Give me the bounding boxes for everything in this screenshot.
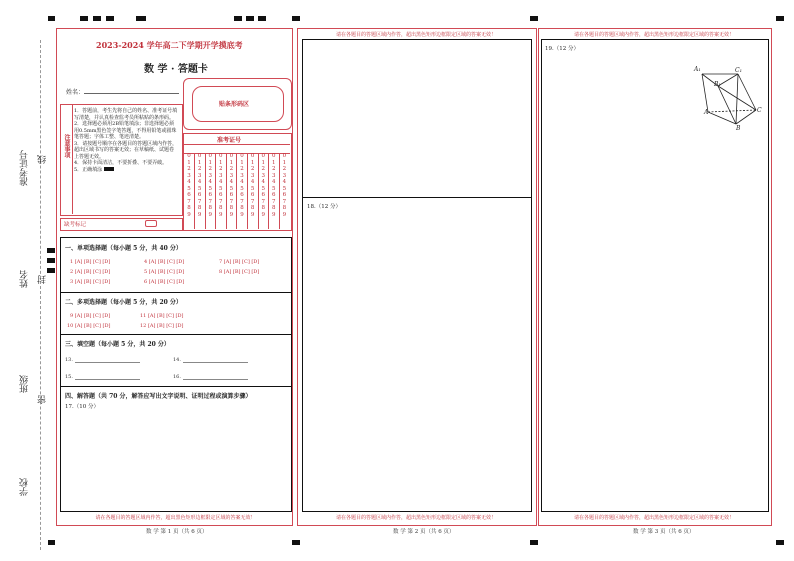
q6[interactable]: 6 [A] [B] [C] [D] <box>144 279 185 285</box>
q13-blank[interactable] <box>75 356 140 363</box>
exam-id-digit[interactable]: 7 <box>261 198 265 205</box>
exam-id-digit[interactable]: 4 <box>197 179 202 185</box>
divider <box>60 386 291 387</box>
exam-id-digit[interactable]: 6 <box>219 192 223 198</box>
alignment-mark <box>776 540 784 545</box>
q19-label: 19.（12 分） <box>545 46 579 52</box>
exam-id-digit[interactable]: 9 <box>229 211 234 218</box>
exam-id-digit[interactable]: 1 <box>250 159 255 166</box>
exam-id-digit[interactable]: 0 <box>282 153 287 159</box>
exam-id-digit[interactable]: 3 <box>272 172 276 179</box>
exam-id-digit[interactable]: 9 <box>197 211 202 218</box>
label-B: B <box>736 125 741 132</box>
label-C1: C₁ <box>735 67 742 74</box>
divider <box>60 334 291 335</box>
exam-id-digit[interactable]: 3 <box>250 172 255 179</box>
q17-label: 17.（10 分） <box>65 404 99 410</box>
exam-id-digit[interactable]: 5 <box>272 185 276 192</box>
exam-id-digit[interactable]: 8 <box>197 205 202 211</box>
label-A: A <box>704 109 709 116</box>
q3[interactable]: 3 [A] [B] [C] [D] <box>70 279 111 285</box>
attention-item-5-text: 5．正确填涂 <box>74 166 103 173</box>
notice-page2-top: 请在各题目的答题区域内作答，超出黑色矩形边框限定区域的答案无效！ <box>335 32 496 38</box>
alignment-mark <box>48 16 55 21</box>
exam-id-column[interactable] <box>184 153 195 229</box>
exam-id-digit[interactable]: 5 <box>261 185 265 192</box>
exam-id-column[interactable] <box>269 153 280 229</box>
q15-label: 15. <box>65 374 73 380</box>
notice-page3-bottom: 请在各题目的答题区域内作答，超出黑色矩形边框限定区域的答案无效！ <box>573 515 734 521</box>
alignment-mark <box>47 258 55 263</box>
exam-id-digit[interactable]: 1 <box>261 159 265 166</box>
exam-id-digit[interactable]: 9 <box>208 211 212 218</box>
side-secret-label: 密 <box>38 395 48 404</box>
exam-id-digit[interactable]: 0 <box>250 153 255 159</box>
exam-id-digit[interactable]: 6 <box>229 192 234 198</box>
missing-label: 缺考标记 <box>64 222 87 228</box>
footer-page3: 数 学 第 3 页（共 6 页） <box>633 529 695 535</box>
page-title: 2023-2024 学年高二下学期开学摸底考 <box>96 40 243 50</box>
exam-id-digit[interactable]: 3 <box>208 172 212 179</box>
divider <box>60 292 291 293</box>
side-name-label: 姓名 <box>20 270 30 288</box>
attention-item-1: 1．答题前，考生先将自己的姓名、准考证号填写清楚，并认真检查监考员所粘贴的条形码。 <box>74 108 178 121</box>
side-line-label: 线 <box>38 155 48 164</box>
exam-id-digit[interactable]: 6 <box>240 192 244 198</box>
subject-title <box>144 60 208 75</box>
section4-title: 四、解答题（共 70 分，解答应写出文字说明、证明过程或演算步骤） <box>65 393 252 400</box>
q2[interactable]: 2 [A] [B] [C] [D] <box>70 269 111 275</box>
exam-id-digit[interactable]: 5 <box>187 185 191 192</box>
exam-id-digit[interactable]: 3 <box>219 172 223 179</box>
exam-id-digit[interactable]: 4 <box>219 179 223 185</box>
exam-id-digit[interactable]: 5 <box>208 185 212 192</box>
exam-id-digit[interactable]: 3 <box>197 172 202 179</box>
exam-id-digit[interactable]: 6 <box>261 192 265 198</box>
alignment-mark <box>47 248 55 253</box>
exam-id-column[interactable] <box>205 153 216 229</box>
exam-id-digit[interactable]: 1 <box>187 159 191 166</box>
exam-id-digit[interactable]: 1 <box>208 159 212 166</box>
side-exam-id-label: 准考证号 <box>20 150 30 186</box>
q14[interactable] <box>173 356 248 363</box>
divider <box>302 197 531 198</box>
label-B1: B₁ <box>714 81 721 88</box>
exam-id-digit[interactable]: 2 <box>187 166 191 172</box>
exam-id-digit[interactable]: 0 <box>240 153 244 159</box>
exam-id-digit[interactable]: 4 <box>240 179 244 185</box>
exam-id-column[interactable] <box>216 153 227 229</box>
attention-text <box>74 108 178 173</box>
side-seal-label: 封 <box>38 275 48 284</box>
exam-id-digit[interactable]: 0 <box>208 153 212 159</box>
exam-id-digit[interactable]: 9 <box>261 211 265 218</box>
alignment-mark <box>258 16 266 21</box>
section2-title: 二、多项选择题（每小题 5 分，共 20 分） <box>65 299 182 306</box>
exam-id-digit[interactable]: 5 <box>197 185 202 192</box>
exam-id-digit[interactable]: 9 <box>187 211 191 218</box>
exam-id-digit[interactable]: 2 <box>250 166 255 172</box>
footer-page1: 数 学 第 1 页（共 6 页） <box>146 529 208 535</box>
alignment-mark <box>292 540 300 545</box>
exam-id-digit[interactable]: 2 <box>240 166 244 172</box>
attention-item-3: 3．请按题号顺序在各题目的答题区域内作答，超出区域书写的答案无效；在草稿纸、试题卷上答题无效。 <box>74 140 178 160</box>
exam-id-digit[interactable]: 9 <box>240 211 244 218</box>
exam-id-digit[interactable]: 3 <box>282 172 287 179</box>
exam-id-digit[interactable]: 2 <box>261 166 265 172</box>
exam-id-digit[interactable]: 8 <box>282 205 287 211</box>
exam-id-digit[interactable]: 5 <box>229 185 234 192</box>
q10[interactable]: 10 [A] [B] [C] [D] <box>67 323 111 329</box>
exam-id-digit[interactable]: 4 <box>187 179 191 185</box>
exam-id-digit[interactable]: 4 <box>282 179 287 185</box>
alignment-mark <box>246 16 254 21</box>
exam-id-digit[interactable]: 8 <box>250 205 255 211</box>
alignment-mark <box>234 16 242 21</box>
q5[interactable]: 5 [A] [B] [C] [D] <box>144 269 185 275</box>
exam-id-column[interactable] <box>237 153 248 229</box>
alignment-mark <box>530 16 538 21</box>
exam-id-digit[interactable]: 7 <box>272 198 276 205</box>
exam-id-digit[interactable]: 4 <box>229 179 234 185</box>
exam-id-digit[interactable]: 7 <box>219 198 223 205</box>
side-school-label: 学校 <box>20 478 30 496</box>
exam-id-digit[interactable]: 6 <box>187 192 191 198</box>
alignment-mark <box>136 16 146 21</box>
exam-id-digit[interactable]: 5 <box>219 185 223 192</box>
exam-id-digit[interactable]: 2 <box>229 166 234 172</box>
exam-id-digit[interactable]: 6 <box>197 192 202 198</box>
exam-id-digit[interactable]: 9 <box>272 211 276 218</box>
q18-answer-area[interactable] <box>304 212 528 508</box>
exam-id-grid <box>184 153 290 229</box>
attention-label-text: 注意事项 <box>63 134 70 158</box>
alignment-mark <box>292 16 300 21</box>
exam-id-digit[interactable]: 6 <box>282 192 287 198</box>
section1-title: 一、单项选择题（每小题 5 分，共 40 分） <box>65 245 182 252</box>
q13[interactable] <box>65 356 140 363</box>
exam-id-digit[interactable]: 4 <box>261 179 265 185</box>
attention-item-5 <box>74 167 178 174</box>
exam-id-digit[interactable]: 0 <box>272 153 276 159</box>
exam-id-digit[interactable]: 2 <box>272 166 276 172</box>
exam-id-digit[interactable]: 7 <box>250 198 255 205</box>
exam-id-digit[interactable]: 0 <box>219 153 223 159</box>
exam-id-digit[interactable]: 1 <box>219 159 223 166</box>
exam-id-digit[interactable]: 8 <box>187 205 191 211</box>
side-class-label: 班级 <box>20 375 30 393</box>
exam-id-digit[interactable]: 1 <box>197 159 202 166</box>
exam-id-digit[interactable]: 0 <box>187 153 191 159</box>
section3-title: 三、填空题（每小题 5 分，共 20 分） <box>65 341 170 348</box>
q9[interactable]: 9 [A] [B] [C] [D] <box>70 313 111 319</box>
q13-label: 13. <box>65 357 73 363</box>
notice-page3-top: 请在各题目的答题区域内作答，超出黑色矩形边框限定区域的答案无效！ <box>573 32 734 38</box>
alignment-mark <box>530 540 538 545</box>
exam-id-digit[interactable]: 2 <box>282 166 287 172</box>
exam-id-digit[interactable]: 0 <box>261 153 265 159</box>
exam-id-digit[interactable]: 4 <box>250 179 255 185</box>
exam-id-digit[interactable]: 8 <box>229 205 234 211</box>
q7[interactable]: 7 [A] [B] [C] [D] <box>219 259 260 265</box>
q11[interactable]: 11 [A] [B] [C] [D] <box>140 313 184 319</box>
q18-label: 18.（12 分） <box>307 204 341 210</box>
exam-id-digit[interactable]: 8 <box>208 205 212 211</box>
q1[interactable]: 1 [A] [B] [C] [D] <box>70 259 111 265</box>
exam-id-digit[interactable]: 2 <box>208 166 212 172</box>
q15[interactable] <box>65 373 140 380</box>
q16-blank[interactable] <box>183 373 248 380</box>
exam-id-digit[interactable]: 7 <box>187 198 191 205</box>
alignment-mark <box>776 16 784 21</box>
exam-id-digit[interactable]: 8 <box>261 205 265 211</box>
exam-id-digit[interactable]: 1 <box>282 159 287 166</box>
exam-id-digit[interactable]: 9 <box>219 211 223 218</box>
exam-id-digit[interactable]: 0 <box>229 153 234 159</box>
exam-id-digit[interactable]: 6 <box>272 192 276 198</box>
exam-id-column[interactable] <box>195 153 206 229</box>
q19-answer-area[interactable] <box>543 54 683 508</box>
label-C: C <box>757 107 762 114</box>
exam-id-column[interactable] <box>258 153 269 229</box>
exam-id-column[interactable] <box>226 153 237 229</box>
exam-id-digit[interactable]: 1 <box>240 159 244 166</box>
exam-id-label: 准考证号 <box>217 137 242 144</box>
exam-id-column[interactable] <box>279 153 289 229</box>
exam-id-digit[interactable]: 1 <box>272 159 276 166</box>
exam-id-digit[interactable]: 3 <box>261 172 265 179</box>
exam-id-digit[interactable]: 3 <box>187 172 191 179</box>
exam-id-digit[interactable]: 7 <box>229 198 234 205</box>
exam-id-digit[interactable]: 7 <box>208 198 212 205</box>
exam-id-digit[interactable]: 2 <box>219 166 223 172</box>
exam-id-column[interactable] <box>248 153 259 229</box>
q15-blank[interactable] <box>75 373 140 380</box>
name-label: 姓名： <box>66 89 85 96</box>
q16-label: 16. <box>173 374 181 380</box>
barcode-area-label: 贴条形码区 <box>219 101 250 108</box>
footer-page2: 数 学 第 2 页（共 6 页） <box>393 529 455 535</box>
exam-id-digit[interactable]: 4 <box>208 179 212 185</box>
exam-id-digit[interactable]: 0 <box>197 153 202 159</box>
name-underline[interactable] <box>84 93 179 94</box>
subject-title-text: 数 学 · 答题卡 <box>144 64 208 75</box>
attention-item-2: 2．选择题必须用2B铅笔填涂；非选择题必须用0.5mm黑色签字笔答题，不得用铅笔或圆珠笔答题；字体工整、笔迹清楚。 <box>74 121 177 140</box>
exam-id-digit[interactable]: 1 <box>229 159 234 166</box>
notice-page2-bottom: 请在各题目的答题区域内作答，超出黑色矩形边框限定区域的答案无效！ <box>335 515 496 521</box>
alignment-mark <box>47 268 55 273</box>
q14-blank[interactable] <box>183 356 248 363</box>
alignment-mark <box>93 16 101 21</box>
filled-sample <box>104 167 114 171</box>
exam-id-digit[interactable]: 5 <box>250 185 255 192</box>
q16[interactable] <box>173 373 248 380</box>
q17-answer-area[interactable] <box>62 410 288 508</box>
attention-item-4: 4．保持卡面清洁，不要折叠、不要弄破。 <box>74 160 168 166</box>
alignment-mark <box>80 16 88 21</box>
exam-id-digit[interactable]: 9 <box>250 211 255 218</box>
exam-id-digit[interactable]: 6 <box>250 192 255 198</box>
exam-id-digit[interactable]: 3 <box>229 172 234 179</box>
exam-id-digit[interactable]: 6 <box>208 192 212 198</box>
prism-figure <box>690 62 770 134</box>
alignment-mark <box>48 540 55 545</box>
attention-label <box>60 104 73 214</box>
label-A1: A₁ <box>694 66 701 73</box>
binding-line <box>40 40 41 550</box>
q12[interactable]: 12 [A] [B] [C] [D] <box>140 323 184 329</box>
notice-page1: 请在各题目的答题区域内作答，超出黑色矩形边框限定区域的答案无效！ <box>95 515 256 521</box>
q17-continued-area[interactable] <box>304 41 528 195</box>
exam-id-digit[interactable]: 7 <box>240 198 244 205</box>
alignment-mark <box>106 16 114 21</box>
exam-id-digit[interactable]: 5 <box>240 185 244 192</box>
q14-label: 14. <box>173 357 181 363</box>
exam-id-digit[interactable]: 3 <box>240 172 244 179</box>
q4[interactable]: 4 [A] [B] [C] [D] <box>144 259 185 265</box>
exam-id-digit[interactable]: 5 <box>282 185 287 192</box>
exam-id-digit[interactable]: 9 <box>282 211 287 218</box>
exam-id-digit[interactable]: 2 <box>197 166 202 172</box>
exam-id-digit[interactable]: 7 <box>197 198 202 205</box>
exam-id-digit[interactable]: 8 <box>240 205 244 211</box>
exam-id-digit[interactable]: 8 <box>272 205 276 211</box>
exam-id-digit[interactable]: 8 <box>219 205 223 211</box>
q8[interactable]: 8 [A] [B] [C] [D] <box>219 269 260 275</box>
exam-id-digit[interactable]: 4 <box>272 179 276 185</box>
exam-id-digit[interactable]: 7 <box>282 198 287 205</box>
missing-checkbox[interactable] <box>145 220 157 227</box>
